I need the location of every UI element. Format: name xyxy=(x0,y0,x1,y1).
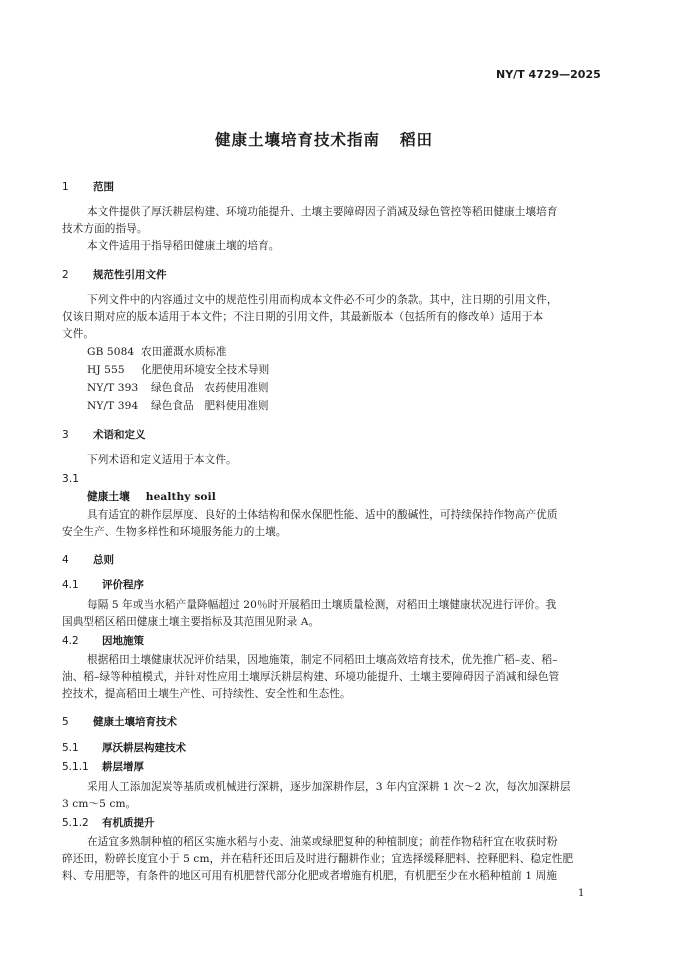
reference-item: GB 5084 农田灌溉水质标准 xyxy=(87,346,227,358)
reference-item: NY/T 394 绿色食品 肥料使用准则 xyxy=(87,400,269,412)
page-title xyxy=(215,133,433,149)
paragraph-line: 油、稻–绿等种植模式，并针对性应用土壤厚沃耕层构建、环境功能提升、土壤主要障碍因子消减和绿色管 xyxy=(62,671,560,683)
paragraph-line: 本文件适用于指导稻田健康土壤的培育。 xyxy=(87,240,280,252)
paragraph-line: 3 cm～5 cm。 xyxy=(62,798,137,810)
paragraph-line: 控技术，提高稻田土壤生产性、可持续性、安全性和生态性。 xyxy=(62,688,351,700)
subsection-heading-5-1: 5.1 厚沃耕层构建技术 xyxy=(62,742,186,754)
paragraph-line: 本文件提供了厚沃耕层构建、环境功能提升、土壤主要障碍因子消减及绿色管控等稻田健康土壤培育 xyxy=(87,206,558,218)
reference-item: NY/T 393 绿色食品 农药使用准则 xyxy=(87,382,269,394)
term-entry: 健康土壤 healthy soil xyxy=(87,491,216,503)
document-code: NY/T 4729—2025 xyxy=(496,68,601,81)
term-number: 3.1 xyxy=(62,473,80,485)
paragraph-line: 采用人工添加泥炭等基质或机械进行深耕，逐步加深耕作层，3 年内宜深耕 1 次～2 次，每次加深耕层 xyxy=(87,781,571,793)
subsection-heading-4-1: 4.1 评价程序 xyxy=(62,579,144,591)
subsection-heading-5-1-1: 5.1.1 耕层增厚 xyxy=(62,761,144,773)
paragraph-line: 料、专用肥等，有条件的地区可用有机肥替代部分化肥或者增施有机肥，有机肥至少在水稻种植前 1 周施 xyxy=(62,870,557,882)
reference-item: HJ 555 化肥使用环境安全技术导则 xyxy=(87,364,270,376)
section-heading-4: 4 总则 xyxy=(62,554,114,566)
section-heading-3: 3 术语和定义 xyxy=(62,429,146,441)
title-sub: 稻田 xyxy=(400,131,434,149)
paragraph-line: 仅该日期对应的版本适用于本文件；不注日期的引用文件，其最新版本（包括所有的修改单）适用于本 xyxy=(62,311,544,323)
subsection-heading-5-1-2: 5.1.2 有机质提升 xyxy=(62,817,155,829)
paragraph-line: 文件。 xyxy=(62,328,95,340)
paragraph-line: 每隔 5 年或当水稻产量降幅超过 20％时开展稻田土壤质量检测，对稻田土壤健康状况进行评价。我 xyxy=(87,599,557,611)
paragraph-line: 具有适宜的耕作层厚度、良好的土体结构和保水保肥性能、适中的酸碱性，可持续保持作物高产优质 xyxy=(87,509,558,521)
paragraph-line: 国典型稻区稻田健康土壤主要指标及其范围见附录 A。 xyxy=(62,616,320,628)
subsection-heading-4-2: 4.2 因地施策 xyxy=(62,635,144,647)
paragraph-line: 技术方面的指导。 xyxy=(62,223,148,235)
title-main: 健康土壤培育技术指南 xyxy=(215,131,381,149)
paragraph-line: 根据稻田土壤健康状况评价结果，因地施策，制定不同稻田土壤高效培育技术，优先推广稻–麦、稻– xyxy=(87,654,558,666)
paragraph-line: 碎还田，粉碎长度宜小于 5 cm，并在秸秆还田后及时进行翻耕作业；宜选择缓释肥料、控释肥料、稳定性肥 xyxy=(62,853,574,865)
paragraph-line: 下列文件中的内容通过文中的规范性引用而构成本文件必不可少的条款。其中，注日期的引用文件， xyxy=(87,294,558,306)
section-heading-5: 5 健康土壤培育技术 xyxy=(62,716,177,728)
page-number: 1 xyxy=(578,888,585,899)
paragraph-line: 安全生产、生物多样性和环境服务能力的土壤。 xyxy=(62,526,287,538)
paragraph-line: 下列术语和定义适用于本文件。 xyxy=(87,454,237,466)
section-heading-2: 2 规范性引用文件 xyxy=(62,269,167,281)
paragraph-line: 在适宜多熟制种植的稻区实施水稻与小麦、油菜或绿肥复种的种植制度；前茬作物秸秆宜在收获时粉 xyxy=(87,836,558,848)
section-heading-1: 1 范围 xyxy=(62,181,114,193)
